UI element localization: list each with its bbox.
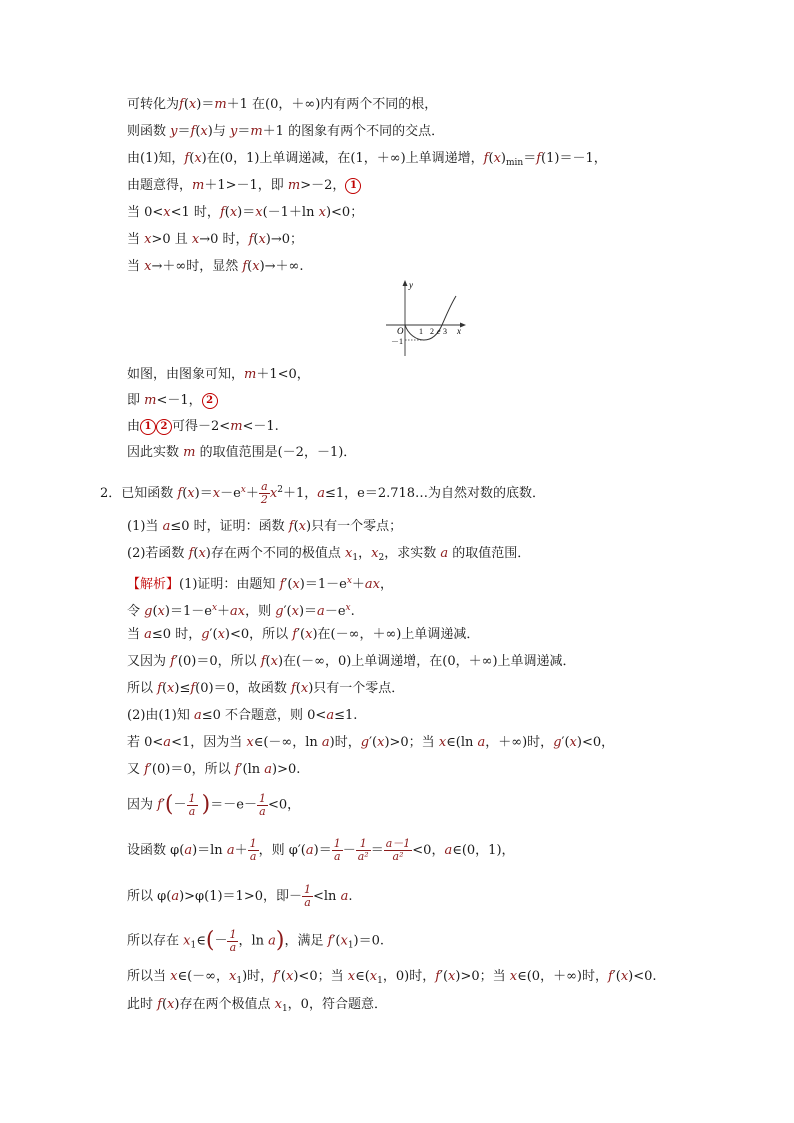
text-line: 如图，由图象可知，m＋1<0， [127,367,310,382]
tick-1: 1 [419,327,423,336]
text-line: 则函数 y＝f(x)与 y＝m＋1 的图象有两个不同的交点． [127,124,445,139]
min-label: －1 [391,337,403,346]
solution-line: 又因为 f′(0)＝0，所以 f(x)在(－∞，0)上单调递增，在(0，＋∞)上单调递减． [127,654,576,669]
question-2-part-1: (1)当 a≤0 时，证明：函数 f(x)只有一个零点； [127,519,403,534]
text-line: 当 x>0 且 x→0 时，f(x)→0； [127,232,304,247]
y-label: y [409,280,413,290]
question-2-part-2: (2)若函数 f(x)存在两个不同的极值点 $x_1$，$x_2$，求实数 a 的取值范围． [127,546,531,563]
tick-3: 3 [443,327,447,336]
origin-label: O [397,326,404,336]
function-graph [386,278,472,360]
solution-line: 此时 f(x)存在两个极值点 $x_1$，0，符合题意． [127,997,387,1014]
solution-line: 又 f′(0)＝0，所以 f′(ln a)>0. [127,762,301,777]
solution-line: 设函数 φ(a)＝ln a＋ $\frac{1}{a}$ ，则 φ′(a)＝ $\frac{1}{a}$ － $\frac{1}{\text{a²}}$ ＝ $\frac{a-1}{\text{a²}}$ <0，a∈(0，1)， [127,837,515,863]
text-line: 可转化为f(x)＝m＋1 在(0，＋∞)内有两个不同的根， [127,97,438,112]
solution-line: 所以 f(x)≤f(0)＝0，故函数 f(x)只有一个零点． [127,681,405,696]
solution-line: 令 $g(x)=1-e^x+ax$，则 $g'(x)=a-e^x$. [127,603,355,619]
text-line: 由(1)知，f(x)在(0，1)上单调递减，在(1，＋∞)上单调递增，$f(x)_{min}=f(1)=-1$， [127,151,607,168]
tick-e: e [437,327,441,336]
text-line: 由题意得，m＋1>－1，即 m>－2， 1 [127,177,361,195]
text-line: 当 0<x<1 时，f(x)＝x(－1＋ln x)<0； [127,205,364,220]
solution-line: 【解析】(1)证明：由题知 $f'(x)=1-e^x+ax$， [127,576,394,592]
solution-line: 所以存在 $x_1\in(-$ $\frac{1}{a}$ ，ln a)，满足 $f'(x_1)=0$. [127,927,385,954]
solution-line: 所以当 x∈(－∞，$x_1$)时，f′(x)<0；当 $x\in(x_1$，0)时，f′(x)>0；当 x∈(0，＋∞)时，f′(x)<0. [127,969,657,986]
solution-line: (2)由(1)知 a≤0 不合题意，则 0<a≤1. [127,708,358,723]
text-line: 因此实数 m 的取值范围是(－2，－1)． [127,445,357,460]
tick-2: 2 [430,327,434,336]
solution-line: 若 0<a<1，因为当 x∈(－∞，ln a)时，g′(x)>0；当 x∈(ln a，＋∞)时，g′(x)<0， [127,735,615,750]
text-line: 当 x→＋∞时，显然 f(x)→＋∞. [127,259,304,274]
question-2: 2．已知函数 $f(x)=x-e^x+$ $\frac{a}{2}$ $x^2+1$，a≤1，e＝2.718…为自然对数的底数． [100,480,546,506]
solution-line: 所以 φ(a)>φ(1)＝1>0，即－ $\frac{1}{a}$ <ln a. [127,883,353,909]
x-label: x [457,326,461,336]
text-line: 由 1 2 可得－2<m<－1. [127,419,279,434]
solution-line: 当 a≤0 时，g′(x)<0，所以 f′(x)在(－∞，＋∞)上单调递减． [127,627,480,642]
solution-line: 因为 f′(－ $\frac{1}{a}$ )＝－e－ $\frac{1}{a}$ <0， [127,791,301,818]
text-line: 即 m<－1， 2 [127,392,218,410]
y-axis-arrow [403,280,408,286]
